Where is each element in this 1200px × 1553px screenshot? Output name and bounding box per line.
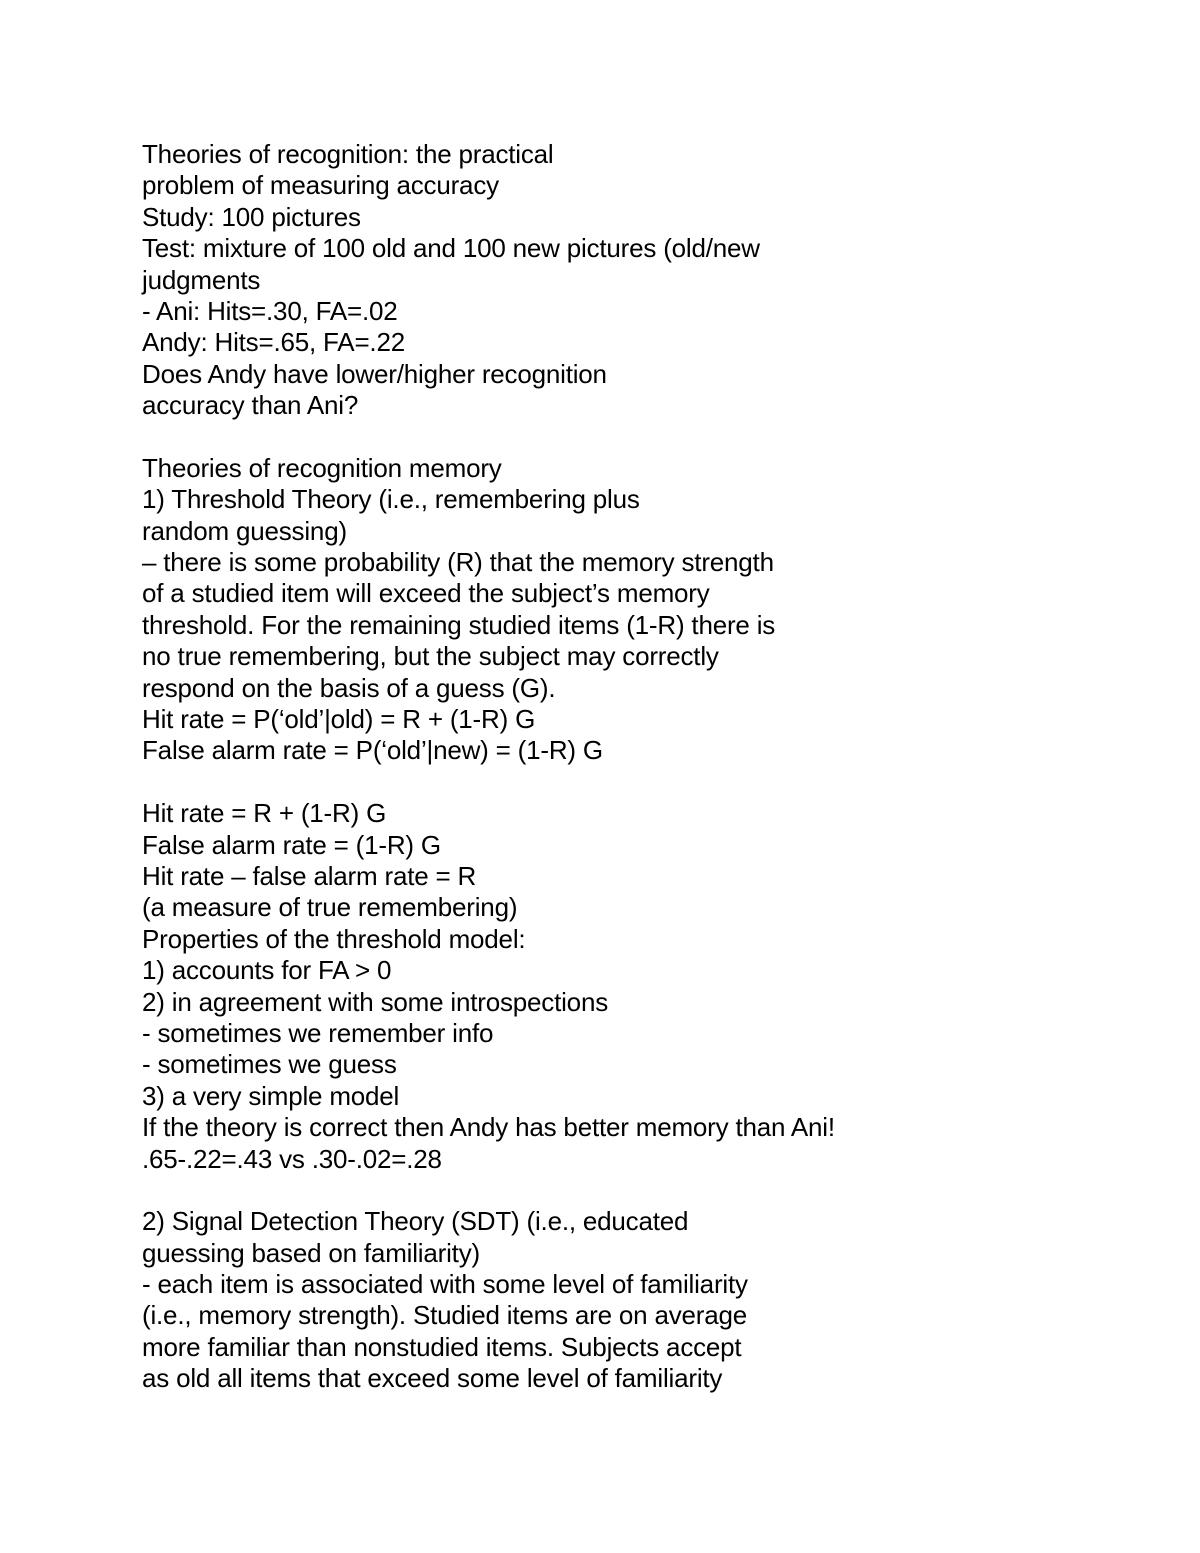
text-line: 2) in agreement with some introspections [142, 986, 609, 1017]
text-line: judgments [142, 264, 261, 295]
text-line: guessing based on familiarity) [142, 1237, 480, 1268]
text-line: If the theory is correct then Andy has better memory than Ani! [142, 1112, 835, 1143]
text-line: - sometimes we guess [142, 1049, 397, 1080]
text-line: (i.e., memory strength). Studied items are on average [142, 1300, 748, 1331]
text-line: Properties of the threshold model: [142, 923, 526, 954]
text-line: False alarm rate = (1-R) G [142, 829, 441, 860]
text-line: Study: 100 pictures [142, 201, 361, 232]
document-text [142, 139, 1142, 1395]
text-line: Theories of recognition memory [142, 452, 502, 483]
text-line: - sometimes we remember info [142, 1017, 494, 1048]
text-line: Theories of recognition: the practical [142, 139, 554, 169]
blank-line [142, 767, 1142, 798]
text-line: respond on the basis of a guess (G). [142, 672, 556, 703]
text-line: 1) Threshold Theory (i.e., remembering plus [142, 484, 640, 515]
text-line: accuracy than Ani? [142, 390, 359, 421]
text-line: Does Andy have lower/higher recognition [142, 358, 607, 389]
text-line: Hit rate – false alarm rate = R [142, 860, 477, 891]
text-line: 2) Signal Detection Theory (SDT) (i.e., educated [142, 1206, 689, 1237]
text-line: Test: mixture of 100 old and 100 new pictures (old/new [142, 233, 760, 264]
text-line: 1) accounts for FA > 0 [142, 955, 392, 986]
text-line: Hit rate = P(‘old’|old) = R + (1-R) G [142, 704, 536, 735]
text-line: problem of measuring accuracy [142, 170, 499, 201]
text-line: random guessing) [142, 515, 347, 546]
text-line: threshold. For the remaining studied items (1-R) there is [142, 609, 776, 640]
text-line: - each item is associated with some level of familiarity [142, 1269, 748, 1300]
text-line: of a studied item will exceed the subject’s memory [142, 578, 710, 609]
text-line: as old all items that exceed some level of familiarity [142, 1363, 723, 1394]
text-line: – there is some probability (R) that the memory strength [142, 547, 774, 578]
text-line: 3) a very simple model [142, 1080, 400, 1111]
text-line: - Ani: Hits=.30, FA=.02 [142, 295, 398, 326]
text-line: more familiar than nonstudied items. Subjects accept [142, 1331, 742, 1362]
text-line: .65-.22=.43 vs .30-.02=.28 [142, 1143, 442, 1174]
text-line: Andy: Hits=.65, FA=.22 [142, 327, 405, 358]
text-line: False alarm rate = P(‘old’|new) = (1-R) G [142, 735, 603, 766]
blank-line [142, 422, 1142, 453]
blank-line [142, 1175, 1142, 1206]
text-line: no true remembering, but the subject may correctly [142, 641, 719, 672]
text-line: Hit rate = R + (1-R) G [142, 798, 387, 829]
text-line: (a measure of true remembering) [142, 892, 518, 923]
